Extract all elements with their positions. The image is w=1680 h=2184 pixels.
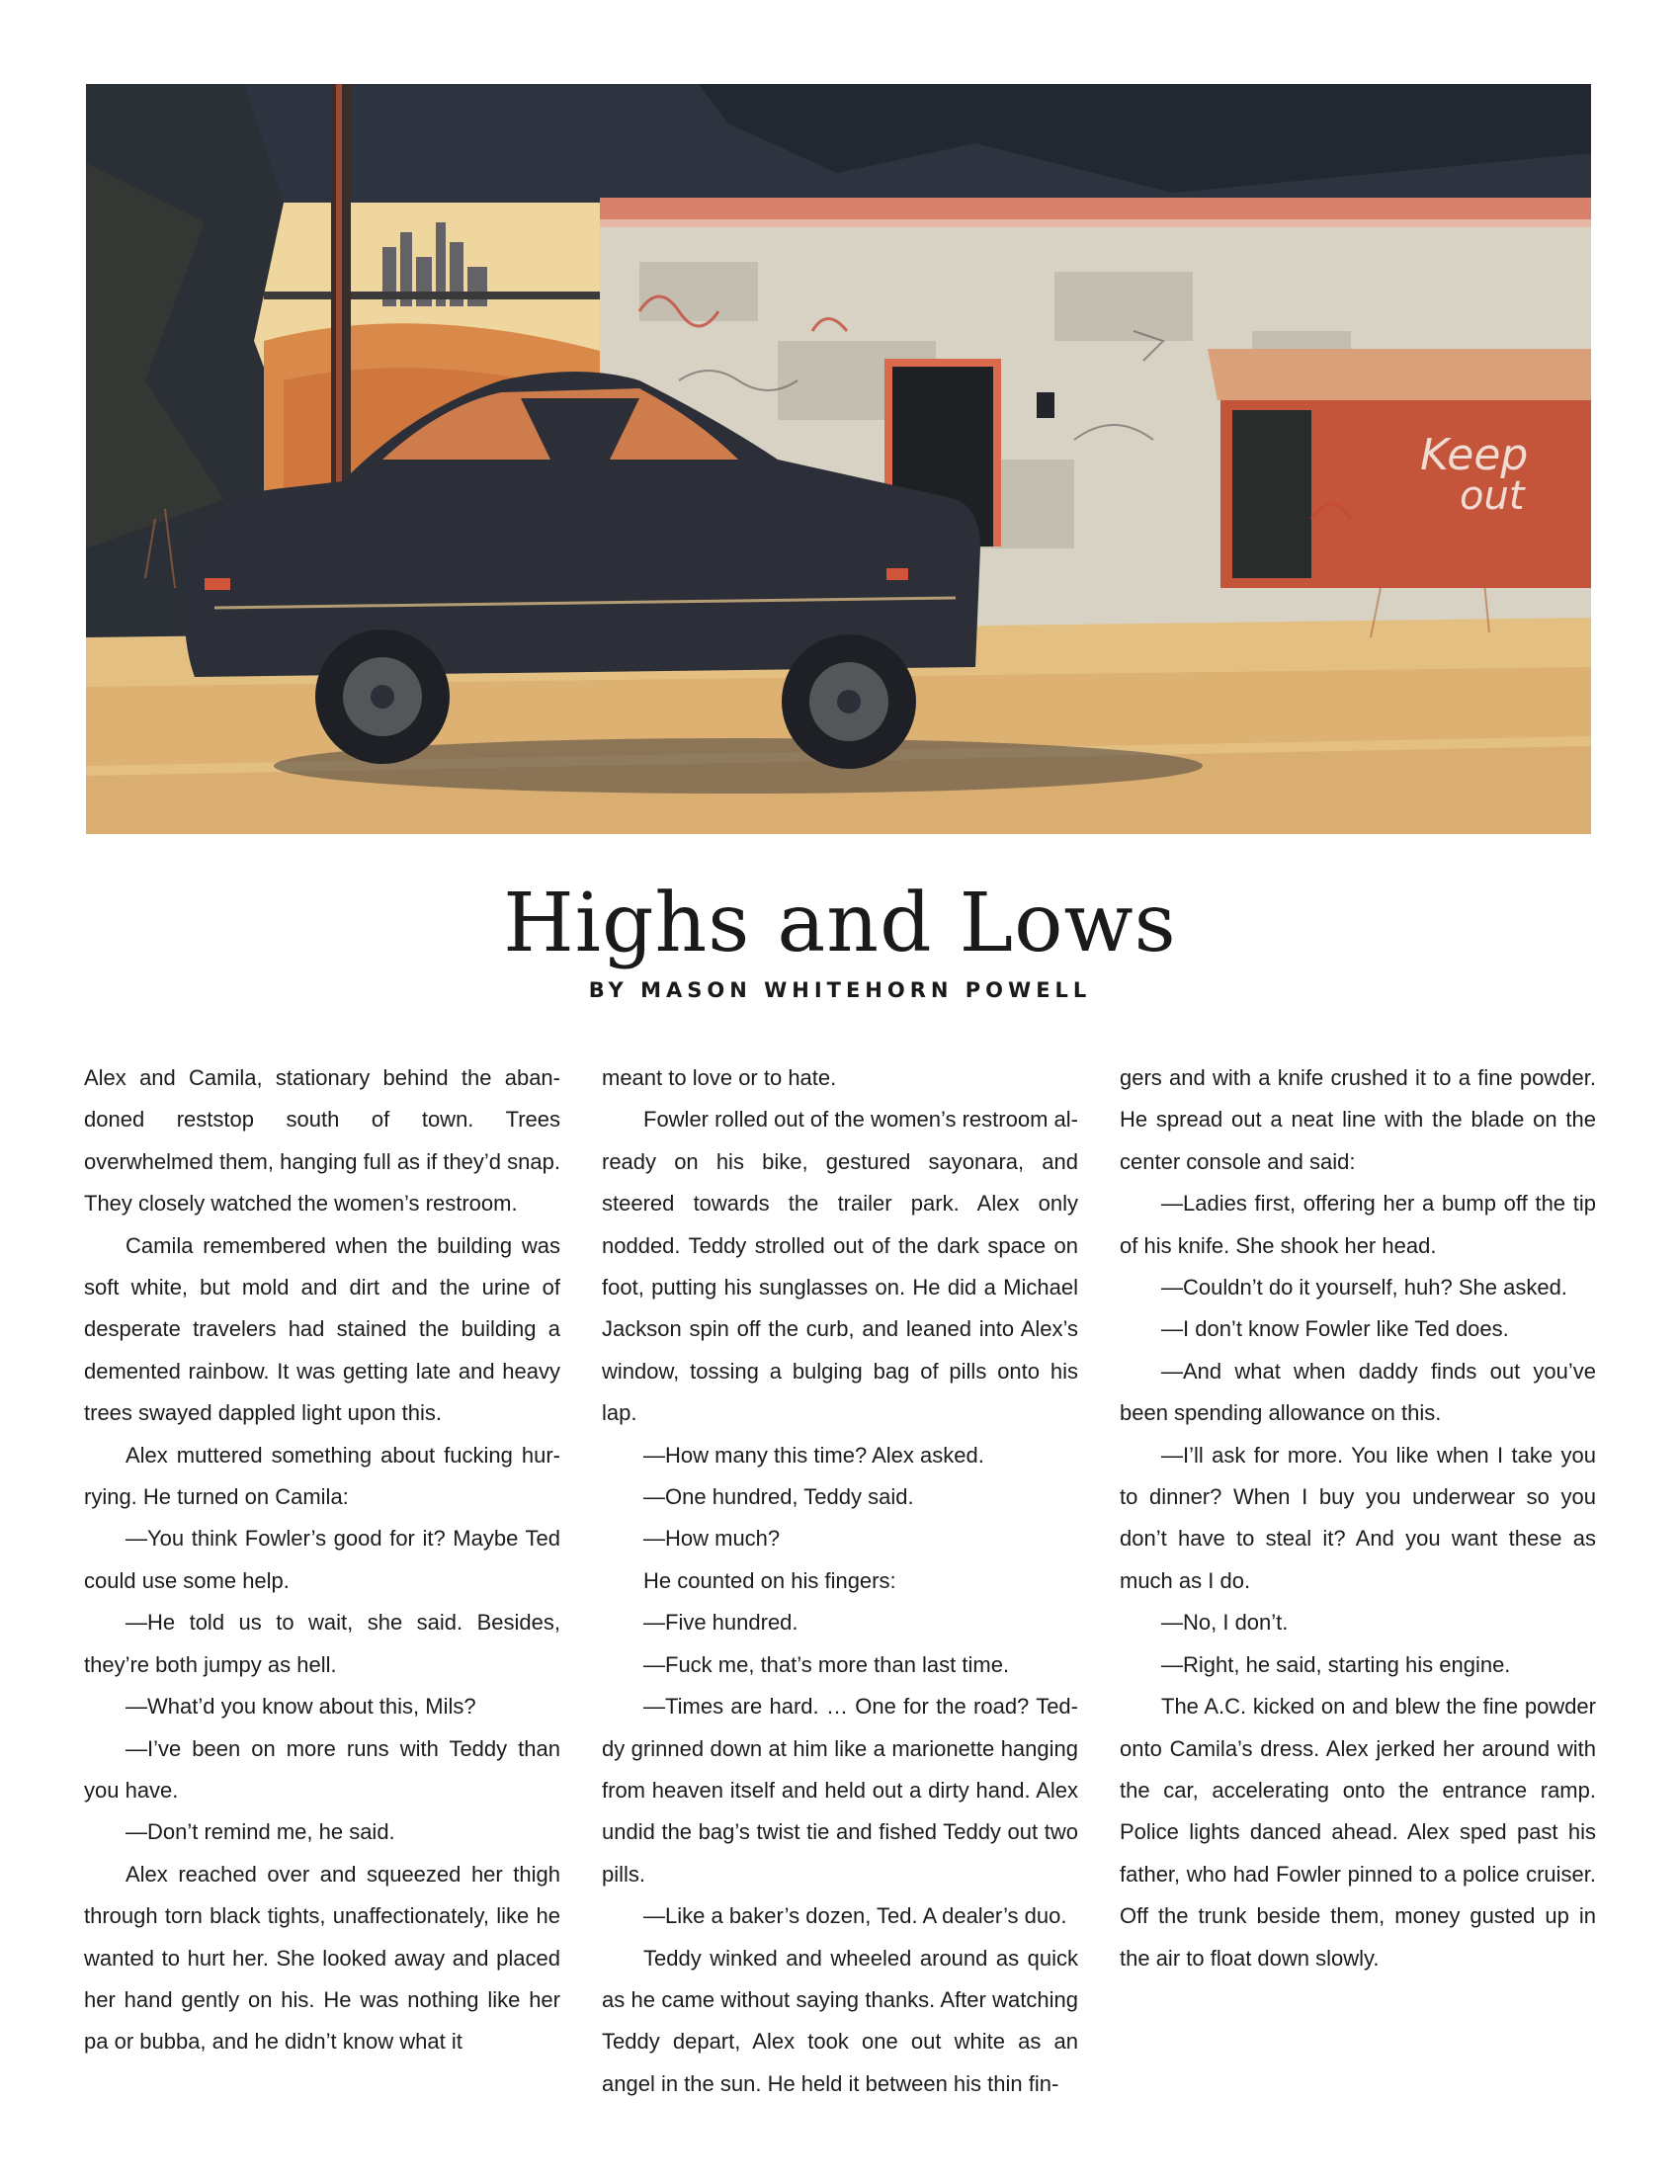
- article-title: Highs and Lows: [503, 877, 1177, 970]
- paragraph: —You think Fowler’s good for it? Maybe Ted could use some help.: [84, 1526, 560, 1593]
- article-byline: BY MASON WHITEHORN POWELL: [588, 978, 1092, 1002]
- sign-keep: Keep: [1420, 430, 1529, 480]
- paragraph: Alex muttered something about fucking hurrying. He turned on Camila:: [84, 1442, 560, 1510]
- paragraph: Alex reached over and squeezed her thigh through torn black tights, unaffectionately, like he wanted to hurt her. She looked away and placed her hand gently on his. He was nothing like her pa or bubba, and he didn’t know what it: [84, 1861, 560, 2055]
- paragraph: —Fuck me, that’s more than last time.: [643, 1651, 1010, 1677]
- paragraph: The A.C. kicked on and blew the fine powder onto Camila’s dress. Alex jerked her around with the car, accelerating onto the entrance ramp. Police lights danced ahead. Alex sped past his father, who had Fowler pinned to a police cruiser. Off the trunk beside them, money gusted up in the air to float down slowly.: [1120, 1694, 1596, 1971]
- paragraph: —One hundred, Teddy said.: [643, 1484, 914, 1510]
- paragraph: Camila remembered when the building was soft white, but mold and dirt and the urine of desperate travelers had stained the building a demented rainbow. It was getting late and heavy trees swayed dappled light upon this.: [84, 1232, 560, 1426]
- column-3: [1120, 1057, 1596, 2154]
- paragraph: gers and with a knife crushed it to a fine powder. He spread out a neat line with the blade on the center console and said:: [1120, 1065, 1596, 1174]
- sign-out: out: [1460, 473, 1525, 519]
- article-body: [84, 1057, 1596, 2154]
- paragraph: —What’d you know about this, Mils?: [126, 1694, 476, 1720]
- column-1: [84, 1057, 560, 2154]
- header-illustration: [86, 84, 1591, 834]
- paragraph: meant to love or to hate.: [602, 1065, 837, 1090]
- paragraph: —I don’t know Fowler like Ted does.: [1161, 1316, 1509, 1342]
- paragraph: —And what when daddy finds out you’ve been spending allowance on this.: [1120, 1358, 1596, 1426]
- paragraph: —Don’t remind me, he said.: [126, 1819, 395, 1845]
- paragraph: Teddy winked and wheeled around as quick as he came without saying thanks. After watching Teddy depart, Alex took one out white as an angel in the sun. He held it between his thin fin-: [602, 1945, 1078, 2096]
- paragraph: —Right, he said, starting his engine.: [1161, 1651, 1511, 1677]
- paragraph: Alex and Camila, stationary behind the abandoned reststop south of town. Trees overwhelmed them, hanging full as if they’d snap. They closely watched the women’s restroom.: [84, 1065, 560, 1217]
- paragraph: Fowler rolled out of the women’s restroom already on his bike, gestured sayonara, and steered towards the trailer park. Alex only nodded. Teddy strolled out of the dark space on foot, putting his sunglasses on. He did a Michael Jackson spin off the curb, and leaned into Alex’s window, tossing a bulging bag of pills onto his lap.: [602, 1107, 1078, 1426]
- paragraph: —He told us to wait, she said. Besides, they’re both jumpy as hell.: [84, 1610, 560, 1677]
- reststop-car-illustration: [86, 84, 1591, 834]
- paragraph: —Like a baker’s dozen, Ted. A dealer’s duo.: [643, 1903, 1067, 1929]
- column-2: [602, 1057, 1078, 2154]
- paragraph: —I’ve been on more runs with Teddy than you have.: [84, 1735, 560, 1803]
- paragraph: He counted on his fingers:: [643, 1567, 896, 1593]
- paragraph: —Five hundred.: [643, 1610, 798, 1636]
- paragraph: —Times are hard. … One for the road? Teddy grinned down at him like a marionette hanging from heaven itself and held out a dirty hand. Alex undid the bag’s twist tie and fished Teddy out two pills.: [602, 1694, 1078, 1887]
- paragraph: —Couldn’t do it yourself, huh? She asked.: [1161, 1275, 1567, 1301]
- paragraph: —Ladies first, offering her a bump off the tip of his knife. She shook her head.: [1120, 1191, 1596, 1258]
- paragraph: —I’ll ask for more. You like when I take you to dinner? When I buy you underwear so you don’t have to steal it? And you want these as much as I do.: [1120, 1442, 1596, 1593]
- paragraph: —How much?: [643, 1526, 781, 1552]
- paragraph: —How many this time? Alex asked.: [643, 1442, 984, 1468]
- paragraph: —No, I don’t.: [1161, 1610, 1289, 1636]
